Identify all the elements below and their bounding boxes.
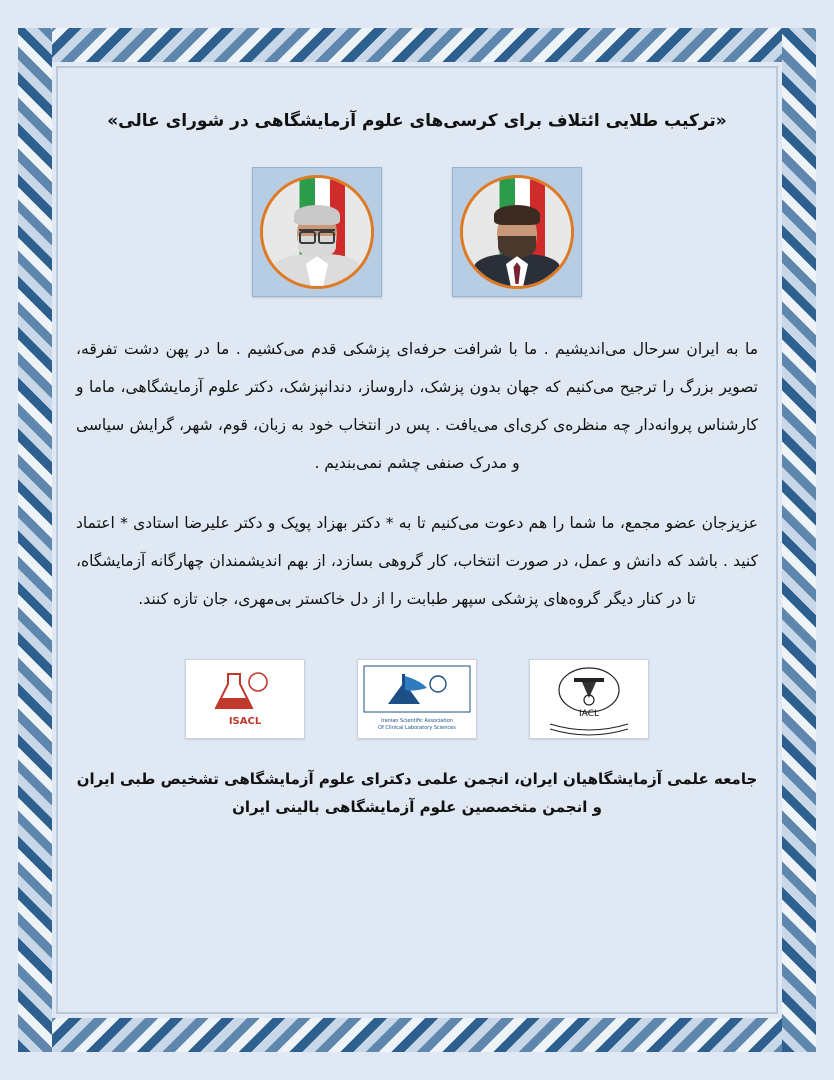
svg-text:Iranian Scientific Association: Iranian Scientific Association: [381, 717, 453, 724]
isacl-logo-icon: [186, 660, 304, 738]
frame-border-top: [18, 28, 816, 62]
svg-text:ISACL: ISACL: [228, 715, 262, 727]
svg-text:Of Clinical Laboratory Science: Of Clinical Laboratory Sciences: [378, 724, 456, 731]
portrait-photo-right: [460, 175, 574, 289]
hair-shape: [294, 205, 340, 225]
portrait-figure-right: [474, 210, 560, 286]
glasses-icon: [299, 229, 335, 240]
head-shape: [497, 210, 537, 256]
footer-organizations: جامعه علمی آزمایشگاهیان ایران، انجمن علمی دکترای علوم آزمایشگاهی تشخیص طبی ایران و انجمن متخصصین علوم آزمایشگاهی بالینی ایران: [76, 769, 758, 817]
portrait-card-left: [252, 167, 382, 297]
poster-body: [70, 331, 764, 619]
frame-border-left: [18, 28, 52, 1052]
paragraph-1: ما به ایران سرحال می‌اندیشیم . ما با شرافت حرفه‌ای پزشکی قدم می‌کشیم . ما در پهن دشت تفرقه، تصویر بزرگ را ترجیح می‌کنیم که جهان بدون پزشک، داروساز، دندانپزشک، دکتر علوم آزمایشگاهی، ماما و کارشناس پروانه‌دار چه منظره‌ی کری‌ای می‌یافت . پس در انتخاب خود به زبان، قوم، شهر، گرایش سیاسی و مدرک صنفی چشم نمی‌بندیم .: [76, 340, 758, 473]
beard-shape: [498, 236, 536, 258]
svg-text:IACL: IACL: [579, 708, 599, 719]
logo-iacl: [529, 659, 649, 739]
logo-row: [70, 659, 764, 739]
logo-ialsa: [357, 659, 477, 739]
portrait-photo-left: [260, 175, 374, 289]
hair-shape: [494, 205, 540, 225]
frame-border-bottom: [18, 1018, 816, 1052]
portrait-row: [70, 167, 764, 297]
ialsa-logo-icon: [358, 660, 476, 738]
iacl-logo-icon: [530, 660, 648, 738]
paragraph-2: عزیزجان عضو مجمع، ما شما را هم دعوت می‌کنیم تا به * دکتر بهزاد پوپک و دکتر علیرضا استادی * اعتماد کنید . باشد که دانش و عمل، در صورت انتخاب، کار گروهی بسازد، از بهم اندیشمندان چهارگانه آزمایشگاه، تا در کنار دیگر گروه‌های پزشکی سپهر طبابت را از دل خاکستر بی‌مهری، جان تازه کنند.: [76, 514, 758, 608]
logo-isacl: [185, 659, 305, 739]
portrait-figure-left: [274, 210, 360, 286]
frame-border-right: [782, 28, 816, 1052]
poster-headline: «ترکیب طلایی ائتلاف برای کرسی‌های علوم آزمایشگاهی در شورای عالی»: [107, 111, 727, 131]
head-shape: [297, 210, 337, 256]
poster-content: [70, 80, 764, 1002]
portrait-card-right: [452, 167, 582, 297]
